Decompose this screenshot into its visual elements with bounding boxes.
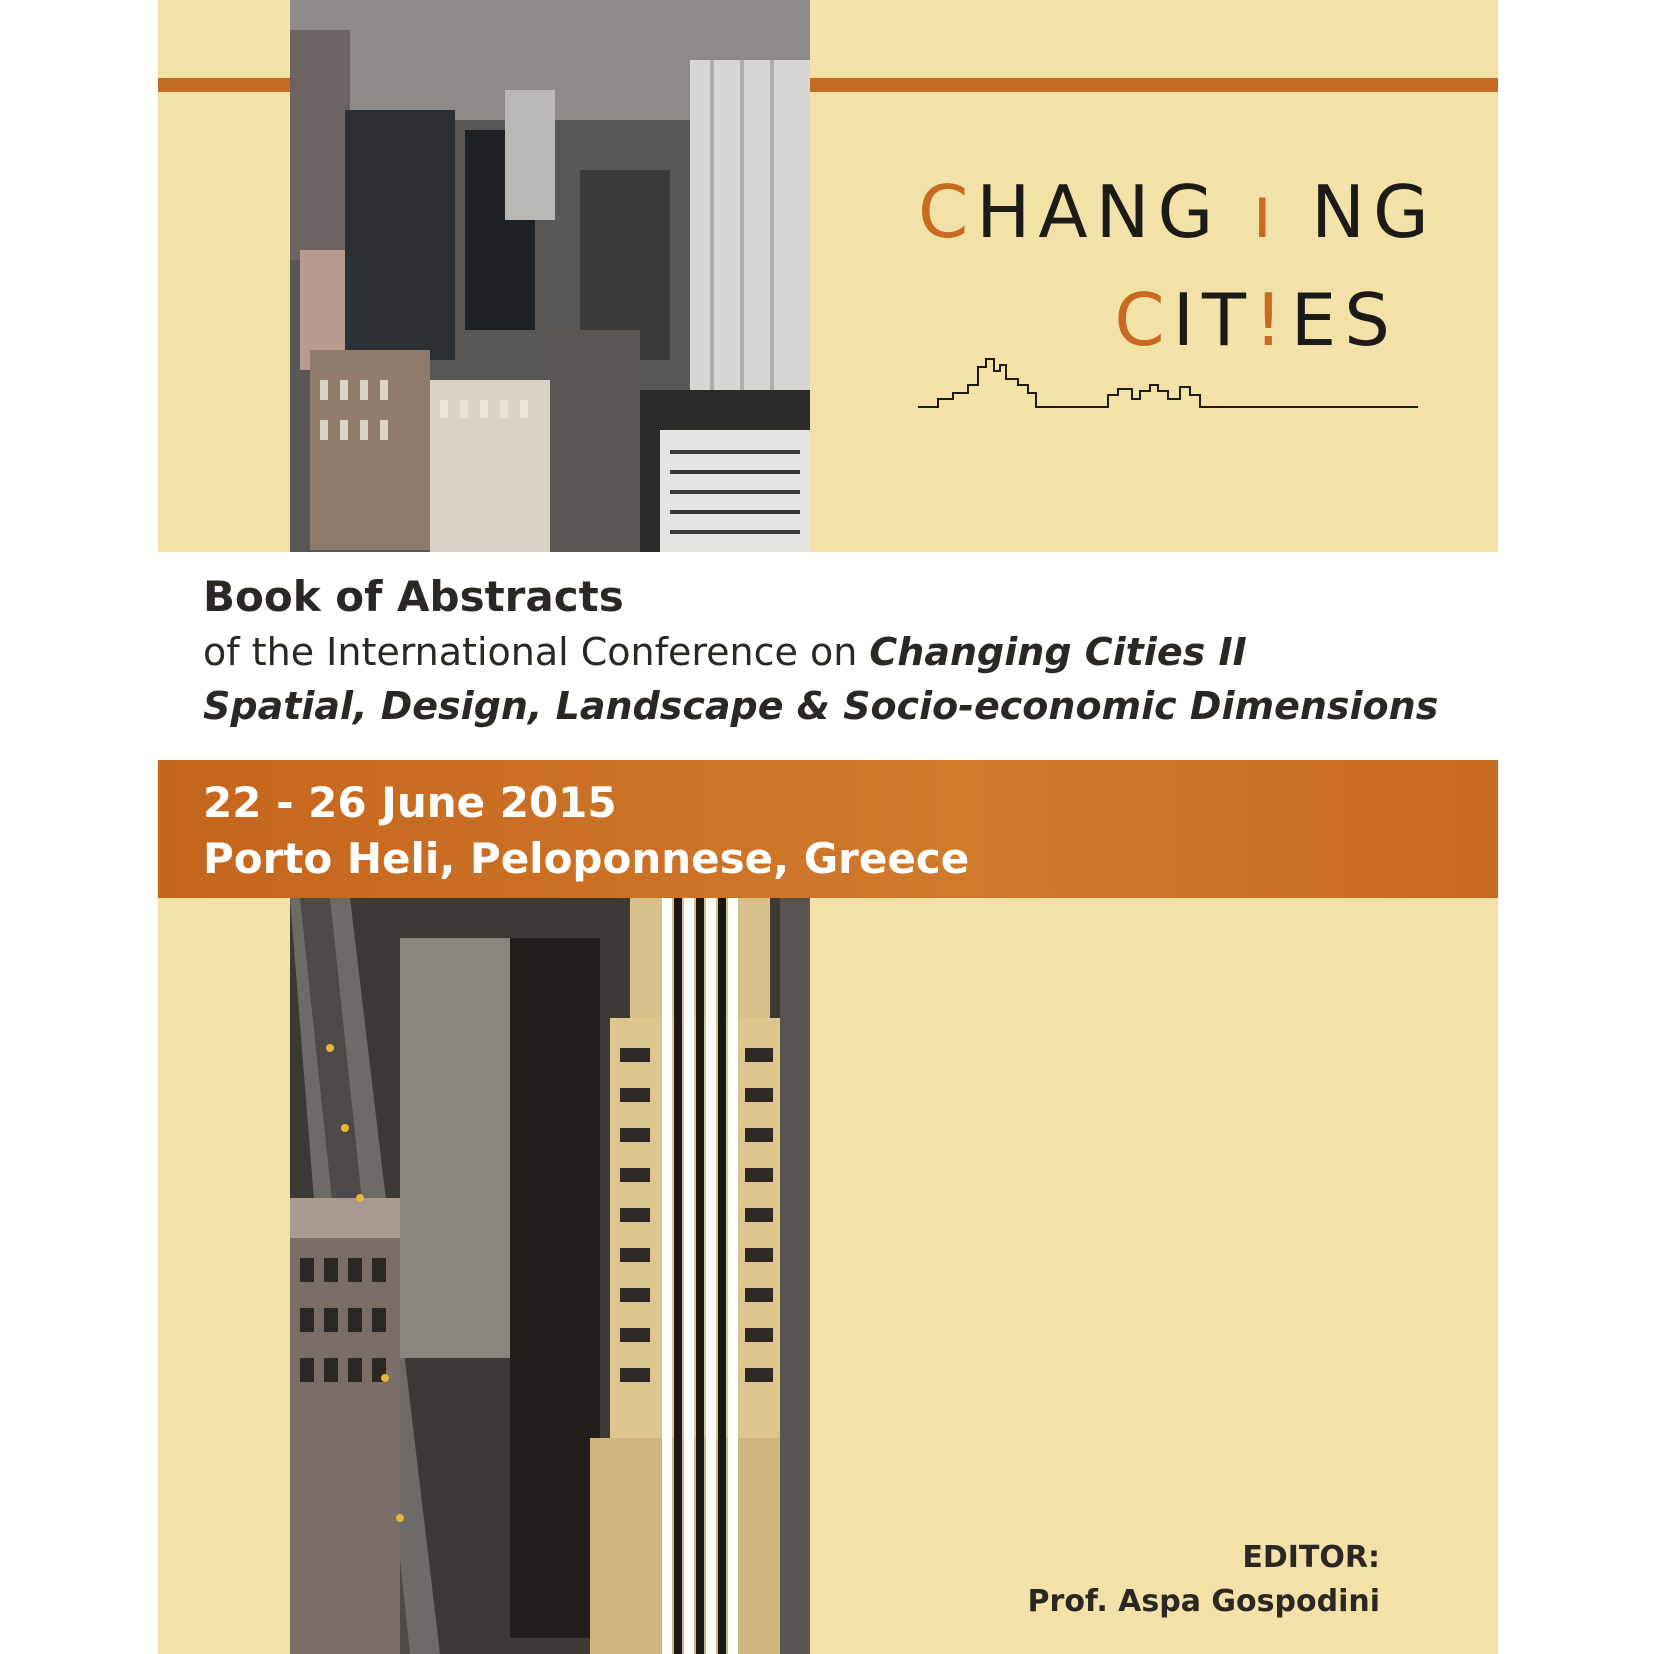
editor-name: Prof. Aspa Gospodini [1027,1584,1380,1619]
conference-line: of the International Conference on Changing Cities II [203,630,1247,674]
event-band [158,760,1498,898]
book-title: Book of Abstracts [203,572,624,621]
logo-line-cities: CIT!ES [1114,278,1398,362]
book-cover [158,0,1498,1654]
conference-subtitle: Spatial, Design, Landscape & Socio-economic Dimensions [203,684,1439,728]
conference-name: Changing Cities II [869,630,1247,674]
bottom-city-photo [290,898,810,1654]
top-city-photo [290,0,810,552]
changing-cities-logo [918,170,1437,430]
event-date: 22 - 26 June 2015 [203,778,617,827]
editor-label: EDITOR: [1242,1540,1380,1575]
city-skyline-icon [918,355,1418,415]
aerial-street-skyscraper-photo [290,898,810,1654]
event-location: Porto Heli, Peloponnese, Greece [203,834,970,883]
title-band [158,552,1498,760]
logo-line-changing: CHANG ı NG [918,170,1437,254]
editor-block [1028,1536,1380,1624]
aerial-city-skyscrapers-photo [290,0,810,552]
